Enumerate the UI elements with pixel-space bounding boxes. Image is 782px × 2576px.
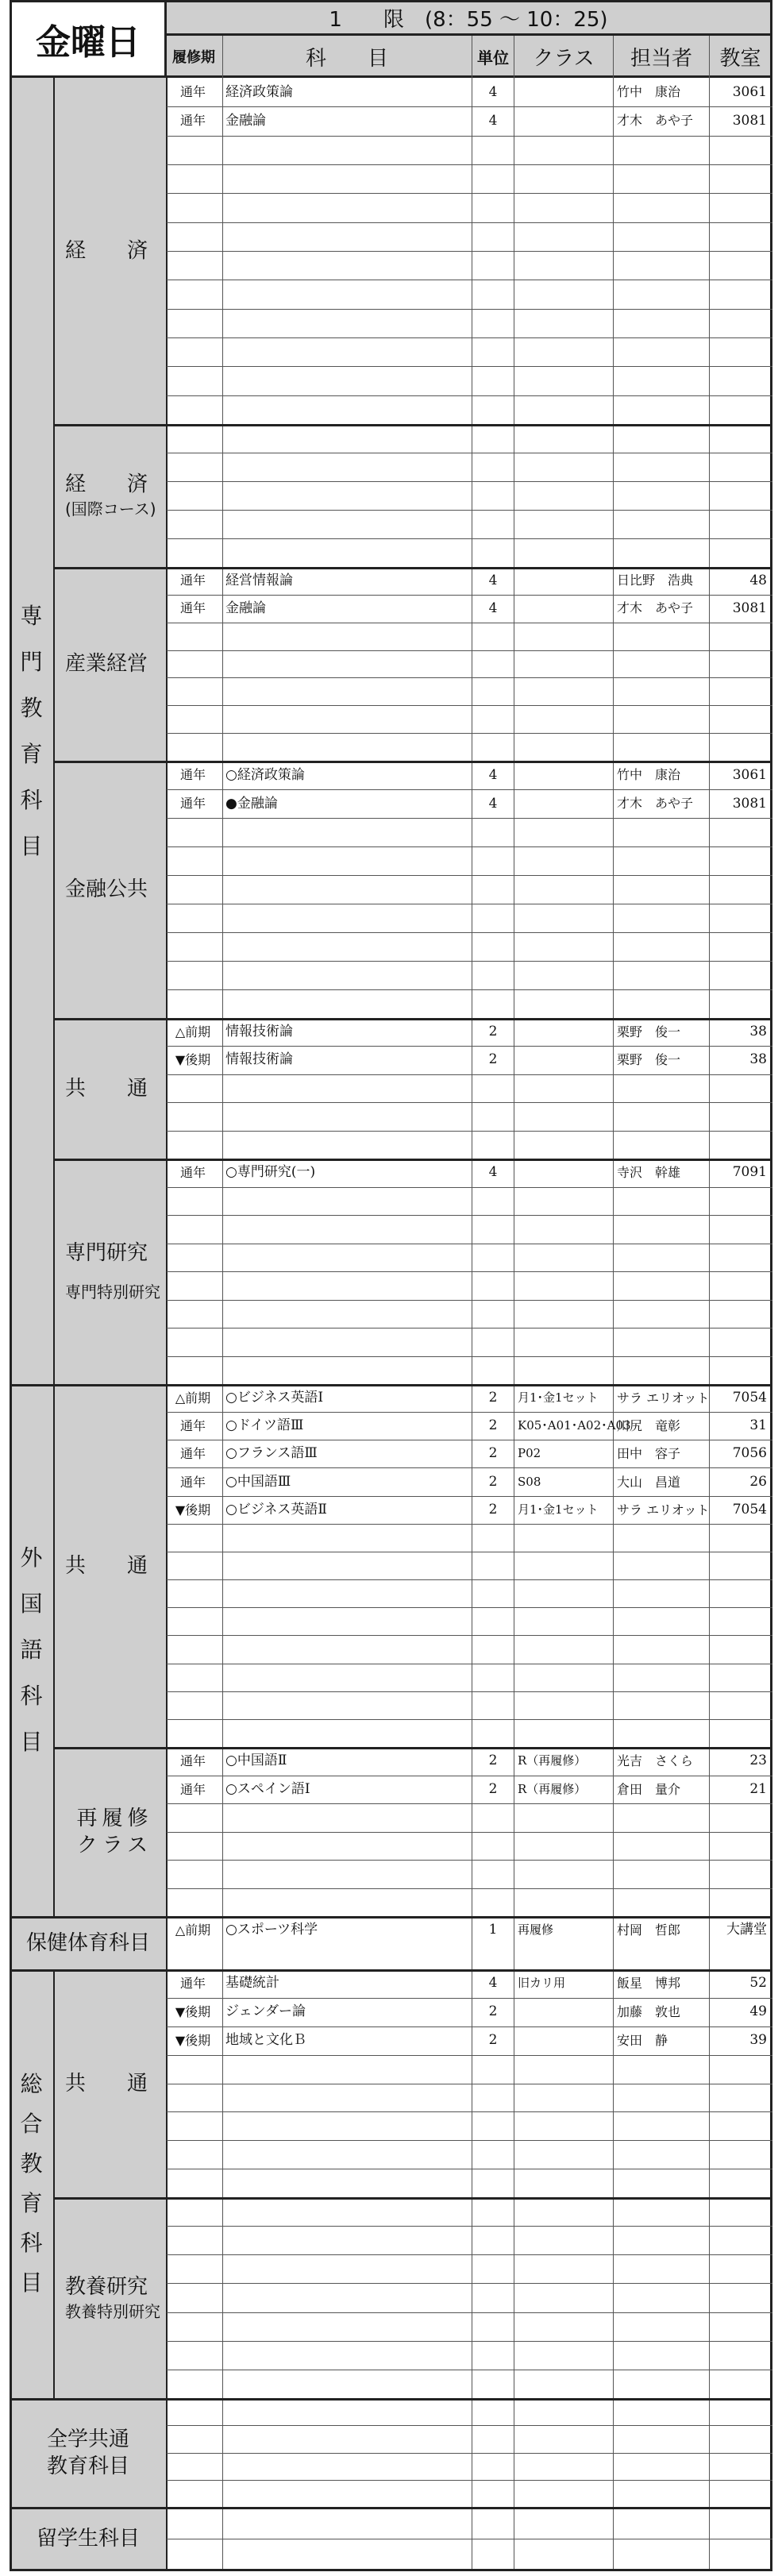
section-sangyo [65, 567, 164, 761]
cell-room: 7054 [732, 1390, 767, 1406]
row-divider [167, 395, 772, 396]
cell-subject: ○中国語Ⅲ [225, 1474, 291, 1490]
cell-subject: 地域と文化Ｂ [225, 2032, 306, 2048]
cell-teacher: 栗野 俊一 [617, 1052, 681, 1067]
col-header-term: 履修期 [172, 49, 215, 66]
category-senmon-char: 目 [20, 832, 43, 859]
cell-subject: 情報技術論 [225, 1051, 293, 1067]
cell-class: 再履修 [518, 1922, 554, 1937]
cell-class [515, 2026, 612, 2055]
section-keizai [65, 78, 164, 424]
cell-class [515, 106, 612, 135]
row-divider [167, 2312, 772, 2313]
section-kyotsu-senmon [65, 1018, 164, 1159]
category-zengaku-line: 教育科目 [46, 2454, 129, 2478]
cell-subject: ジェンダー論 [225, 2003, 306, 2019]
category-senmon-char: 門 [20, 648, 43, 675]
col-header-class: クラス [533, 46, 595, 71]
cell-room: 49 [749, 2003, 767, 2019]
category-gaikokugo-char: 目 [20, 1729, 43, 1755]
cell-class [515, 78, 612, 106]
row-divider [167, 1356, 772, 1357]
cell-units: 2 [488, 1445, 498, 1461]
cell-subject: ○スポーツ科学 [225, 1922, 318, 1938]
cell-room: 3081 [732, 113, 767, 129]
category-gaikokugo-char: 科 [20, 1683, 43, 1709]
cell-room: 7054 [732, 1502, 767, 1517]
cell-units: 4 [488, 1164, 498, 1180]
section-kyotsu-gaikokugo-label: 共 通 [65, 1553, 148, 1578]
row-divider [167, 481, 772, 482]
cell-subject: ○スペイン語Ⅰ [225, 1781, 310, 1797]
cell-class [515, 1159, 612, 1187]
section-sairishu-label: 再履修 [76, 1806, 153, 1830]
row-divider [167, 510, 772, 511]
category-senmon-char: 専 [20, 602, 43, 629]
category-sogo-char: 目 [20, 2269, 43, 2296]
section-kyotsu-senmon-label: 共 通 [65, 1076, 148, 1101]
section-sairishu [65, 1747, 164, 1916]
row-divider [167, 1187, 772, 1188]
section-keizai-label: 経 済 [65, 239, 148, 263]
category-sogo-char: 合 [20, 2111, 43, 2137]
cell-term: △前期 [175, 1922, 211, 1938]
col-header-units: 単位 [477, 48, 509, 67]
cell-term: 通年 [179, 84, 206, 99]
row-divider [167, 1719, 772, 1720]
cell-class: R（再履修） [518, 1753, 587, 1768]
section-senmon-kenkyu-sub: 専門特別研究 [65, 1282, 160, 1301]
cell-room: 52 [749, 1975, 767, 1991]
cell-room: 38 [749, 1024, 767, 1039]
category-zengaku [10, 2398, 167, 2507]
section-kyoyo [65, 2197, 164, 2398]
cell-room: 23 [749, 1753, 767, 1768]
cell-room: 3081 [732, 600, 767, 616]
cell-term: ▼後期 [175, 2033, 211, 2048]
period-header-text: 1 限 (8：55 ～ 10：25) [329, 8, 608, 32]
row-divider [167, 2480, 772, 2481]
row-divider [167, 193, 772, 194]
cell-room: 3081 [732, 796, 767, 812]
cell-teacher: 村岡 哲郎 [617, 1922, 681, 1938]
row-divider [167, 2453, 772, 2454]
cell-units: 2 [488, 1390, 498, 1406]
cell-teacher: 日比野 浩典 [617, 573, 694, 588]
cell-units: 1 [488, 1922, 498, 1938]
cell-room: 38 [749, 1051, 767, 1067]
row-divider [167, 650, 772, 651]
row-divider [167, 538, 772, 539]
category-gaikokugo-char: 外 [20, 1544, 43, 1571]
section-kyotsu-gaikokugo [65, 1384, 164, 1747]
cell-teacher: 栗野 俊一 [617, 1024, 681, 1039]
section-senmon-kenkyu-label: 専門研究 [65, 1241, 148, 1265]
section-senmon-kenkyu [65, 1159, 164, 1384]
row-divider [167, 1102, 772, 1103]
category-senmon-char: 科 [20, 786, 43, 813]
cell-room: 26 [749, 1474, 767, 1490]
section-kyoyo-label: 教養研究 [65, 2274, 148, 2299]
category-gaikokugo-char: 語 [20, 1637, 43, 1663]
timetable-sheet [10, 0, 772, 2571]
cell-teacher: 飯星 博邦 [617, 1976, 681, 1991]
category-senmon [10, 78, 53, 1384]
row-divider [167, 705, 772, 706]
cell-units: 2 [488, 2032, 498, 2048]
row-divider [167, 366, 772, 367]
section-kinyu [65, 761, 164, 1018]
cell-teacher: 倉田 量介 [617, 1782, 681, 1797]
row-divider [167, 2283, 772, 2284]
cell-subject: ●金融論 [225, 796, 278, 812]
cell-room: 48 [749, 573, 767, 588]
row-divider [167, 1888, 772, 1889]
row-divider [167, 1691, 772, 1692]
row-divider [167, 2140, 772, 2141]
cell-term: ▼後期 [175, 1502, 211, 1517]
cell-class: 月1･金1セット [518, 1502, 599, 1517]
row-divider [167, 1131, 772, 1132]
category-hoken-text: 保健体育科目 [25, 1930, 150, 1955]
section-kyotsu-sogo-label: 共 通 [65, 2071, 148, 2096]
cell-subject: 金融論 [225, 113, 266, 129]
cell-term: 通年 [179, 1446, 206, 1461]
cell-class [515, 1998, 612, 2026]
cell-teacher: 竹中 康治 [617, 767, 681, 782]
cell-term: ▼後期 [175, 2004, 211, 2019]
cell-units: 2 [488, 1502, 498, 1517]
category-ryugakusei [10, 2507, 167, 2570]
row-divider [167, 1607, 772, 1608]
cell-class: 月1･金1セット [518, 1390, 599, 1405]
cell-teacher: サラ エリオット [617, 1502, 710, 1517]
cell-class: K05･A01･A02･A03 [518, 1418, 631, 1433]
cell-room: 21 [749, 1781, 767, 1797]
cell-term: 通年 [179, 600, 206, 615]
section-sairishu-label: クラス [76, 1833, 153, 1857]
cell-class: S08 [518, 1475, 541, 1489]
row-divider [167, 733, 772, 734]
row-divider [167, 1300, 772, 1301]
cell-teacher: 大山 昌道 [617, 1475, 681, 1490]
section-keizai-intl [65, 424, 164, 567]
category-ryugakusei-text: 留学生科目 [36, 2527, 140, 2551]
cell-term: △前期 [175, 1024, 211, 1039]
cell-subject: 金融論 [225, 600, 266, 616]
cell-units: 4 [488, 600, 498, 616]
cell-units: 4 [488, 84, 498, 100]
cell-units: 4 [488, 1975, 498, 1991]
cell-teacher: 竹中 康治 [617, 84, 681, 99]
section-sangyo-label: 産業経営 [65, 652, 148, 676]
col-header-room: 教室 [719, 46, 761, 71]
row-divider [167, 1074, 772, 1075]
cell-room: 7091 [732, 1164, 767, 1180]
cell-subject: ○ドイツ語Ⅲ [225, 1417, 304, 1433]
category-senmon-char: 育 [20, 740, 43, 767]
col-header-subject: 科 目 [305, 46, 388, 71]
cell-class: R（再履修） [518, 1782, 587, 1796]
row-divider [167, 818, 772, 819]
row-divider [167, 136, 772, 137]
cell-class [515, 761, 612, 789]
day-title-text: 金曜日 [36, 22, 141, 63]
cell-class: P02 [518, 1446, 541, 1460]
cell-units: 2 [488, 1781, 498, 1797]
cell-units: 2 [488, 1417, 498, 1433]
row-divider [167, 1579, 772, 1580]
cell-units: 2 [488, 1051, 498, 1067]
cell-term: ▼後期 [175, 1052, 211, 1067]
category-gaikokugo-char: 国 [20, 1591, 43, 1617]
cell-class [515, 1018, 612, 1046]
cell-units: 2 [488, 1024, 498, 1039]
category-gaikokugo [10, 1384, 53, 1916]
cell-term: 通年 [179, 1165, 206, 1180]
cell-room: 7056 [732, 1445, 767, 1461]
cell-teacher: 才木 あや子 [617, 113, 694, 128]
cell-teacher: 光吉 さくら [617, 1753, 694, 1768]
cell-subject: ○ビジネス英語Ⅰ [225, 1390, 324, 1406]
cell-class [515, 567, 612, 595]
section-keizai-intl-label: 経 済 [65, 472, 148, 496]
cell-class [515, 595, 612, 623]
row-divider [167, 1832, 772, 1833]
cell-teacher: 寺沢 幹雄 [617, 1165, 681, 1180]
cell-term: 通年 [179, 1753, 206, 1768]
cell-units: 4 [488, 767, 498, 783]
cell-subject: 情報技術論 [225, 1024, 293, 1039]
category-sogo-char: 科 [20, 2230, 43, 2256]
cell-units: 2 [488, 1753, 498, 1768]
col-header-teacher: 担当者 [630, 46, 692, 71]
cell-units: 2 [488, 1474, 498, 1490]
row-divider [167, 2254, 772, 2255]
cell-subject: ○経済政策論 [225, 767, 305, 783]
row-divider [167, 337, 772, 338]
section-kyotsu-sogo [65, 1969, 164, 2197]
cell-units: 4 [488, 573, 498, 588]
cell-subject: ○専門研究(一) [225, 1164, 316, 1180]
cell-term: 通年 [179, 1418, 206, 1433]
category-sogo-char: 育 [20, 2190, 43, 2216]
cell-subject: 基礎統計 [225, 1975, 279, 1991]
category-sogo-char: 総 [20, 2071, 43, 2097]
row-divider [167, 1635, 772, 1636]
cell-teacher: サラ エリオット [617, 1390, 710, 1406]
row-divider [167, 932, 772, 933]
row-divider [167, 989, 772, 990]
cell-teacher: 田中 容子 [617, 1446, 681, 1461]
cell-subject: ○ビジネス英語Ⅱ [225, 1502, 327, 1517]
row-divider [167, 846, 772, 847]
row-divider [167, 875, 772, 876]
cell-class: 旧カリ用 [518, 1976, 566, 1990]
cell-term: 通年 [179, 1782, 206, 1797]
cell-subject: 経済政策論 [225, 84, 293, 100]
row-divider [167, 2341, 772, 2342]
row-divider [167, 1860, 772, 1861]
cell-term: 通年 [179, 796, 206, 811]
cell-term: 通年 [179, 767, 206, 782]
cell-teacher: 川尻 竜彰 [617, 1418, 681, 1433]
row-divider [167, 2055, 772, 2056]
cell-term: 通年 [179, 1976, 206, 1991]
cell-units: 4 [488, 796, 498, 812]
category-hoken [10, 1916, 167, 1969]
cell-teacher: 才木 あや子 [617, 796, 694, 811]
cell-room: 31 [749, 1417, 767, 1433]
cell-units: 2 [488, 2003, 498, 2019]
cell-teacher: 才木 あや子 [617, 600, 694, 615]
cell-term: 通年 [179, 113, 206, 128]
cell-term: 通年 [179, 573, 206, 588]
row-divider [167, 1271, 772, 1272]
cell-subject: ○フランス語Ⅲ [225, 1445, 318, 1461]
section-kyoyo-sub: 教養特別研究 [65, 2301, 160, 2321]
cell-term: 通年 [179, 1475, 206, 1490]
cell-term: △前期 [175, 1390, 211, 1406]
cell-teacher: 安田 静 [617, 2033, 668, 2048]
cell-room: 大講堂 [726, 1922, 767, 1938]
row-divider [167, 2226, 772, 2227]
cell-class [515, 789, 612, 818]
cell-units: 4 [488, 113, 498, 129]
row-divider [167, 2425, 772, 2426]
cell-room: 39 [749, 2032, 767, 2048]
cell-teacher: 加藤 敦也 [617, 2004, 681, 2019]
cell-room: 3061 [732, 767, 767, 783]
category-sogo [10, 1969, 53, 2398]
cell-subject: ○中国語Ⅱ [225, 1753, 287, 1768]
row-divider [167, 1215, 772, 1216]
category-sogo-char: 教 [20, 2150, 43, 2177]
row-divider [167, 2111, 772, 2112]
cell-subject: 経営情報論 [225, 573, 293, 588]
row-divider [167, 222, 772, 223]
row-divider [167, 309, 772, 310]
row-divider [167, 164, 772, 165]
cell-class [515, 1046, 612, 1074]
row-divider [167, 251, 772, 252]
category-zengaku-line: 全学共通 [46, 2427, 129, 2451]
row-divider [167, 961, 772, 962]
cell-room: 3061 [732, 84, 767, 100]
row-divider [167, 677, 772, 678]
section-kinyu-label: 金融公共 [65, 877, 148, 901]
category-senmon-char: 教 [20, 694, 43, 721]
section-keizai-intl-sub: (国際コース) [65, 499, 156, 519]
